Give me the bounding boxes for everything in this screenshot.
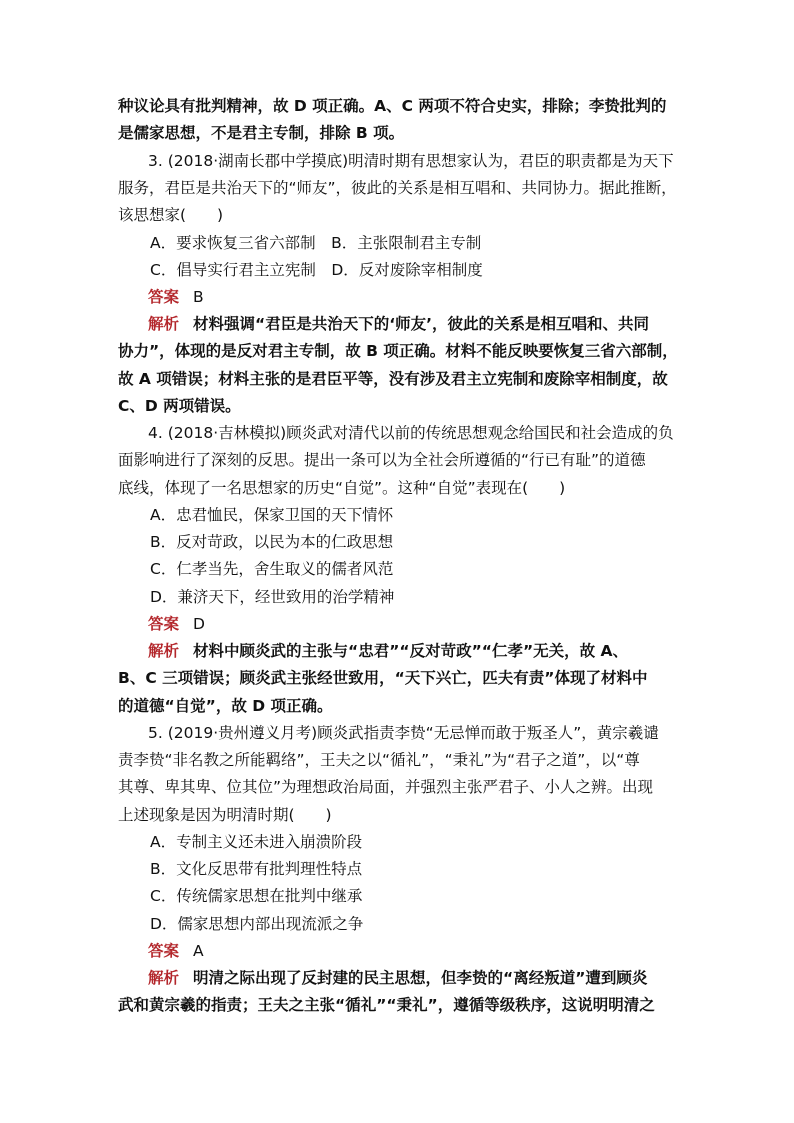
- question-4-option-d: D．兼济天下，经世致用的治学精神: [150, 588, 395, 606]
- question-4-stem: 4. (2018·吉林模拟)顾炎武对清代以前的传统思想观念给国民和社会造成的负: [148, 424, 674, 442]
- question-5-answer: [148, 941, 204, 961]
- question-3-stem: 3. (2018·湖南长郡中学摸底)明清时期有思想家认为，君臣的职责都是为天下: [148, 152, 674, 170]
- question-5-option-a: A．专制主义还未进入崩溃阶段: [150, 833, 363, 851]
- answer-label: 答案: [148, 615, 180, 633]
- question-4-stem: 面影响进行了深刻的反思。提出一条可以为全社会所遵循的“行已有耻”的道德: [118, 451, 646, 469]
- question-5-stem: 其尊、卑其卑、位其位”为理想政治局面，并强烈主张严君子、小人之辨。出现: [118, 778, 654, 796]
- answer-value: A: [193, 942, 204, 960]
- analysis-text: 材料中顾炎武的主张与“忠君”“反对苛政”“仁孝”无关，故 A、: [193, 642, 629, 660]
- question-4-answer: [148, 614, 205, 634]
- question-5-stem: 责李贽“非名教之所能羁络”，王夫之以“循礼”，“秉礼”为“君子之道”，以“尊: [118, 751, 640, 769]
- question-3-options-cd: C．倡导实行君主立宪制 D．反对废除宰相制度: [150, 261, 483, 279]
- question-4-option-a: A．忠君恤民，保家卫国的天下情怀: [150, 506, 394, 524]
- question-5-stem: 上述现象是因为明清时期( ): [118, 806, 332, 824]
- analysis-label: 解析: [148, 642, 180, 660]
- answer-value: D: [193, 615, 205, 633]
- question-5-analysis: [148, 968, 647, 988]
- analysis-text: 明清之际出现了反封建的民主思想，但李贽的“离经叛道”遭到顾炎: [193, 969, 648, 987]
- question-4-analysis: [148, 641, 628, 661]
- analysis-text: 的道德“自觉”，故 D 项正确。: [118, 697, 333, 715]
- answer-label: 答案: [148, 288, 180, 306]
- analysis-text: 故 A 项错误；材料主张的是君臣平等，没有涉及君主立宪制和废除宰相制度，故: [118, 370, 668, 388]
- analysis-text: B、C 三项错误；顾炎武主张经世致用，“天下兴亡，匹夫有责”体现了材料中: [118, 669, 648, 687]
- analysis-label: 解析: [148, 969, 180, 987]
- analysis-label: 解析: [148, 315, 180, 333]
- analysis-text: 材料强调“君臣是共治天下的‘师友’，彼此的关系是相互唱和、共同: [193, 315, 649, 333]
- question-3-answer: [148, 287, 204, 307]
- text-line: 种议论具有批判精神，故 D 项正确。A、C 两项不符合史实，排除；李贽批判的: [118, 97, 667, 115]
- question-3-stem: 该思想家( ): [118, 206, 224, 224]
- question-3-analysis: [148, 314, 649, 334]
- question-3-options-ab: A．要求恢复三省六部制 B．主张限制君主专制: [150, 234, 482, 252]
- question-4-option-b: B．反对苛政，以民为本的仁政思想: [150, 533, 394, 551]
- text-line: 是儒家思想，不是君主专制，排除 B 项。: [118, 124, 405, 142]
- analysis-text: 武和黄宗羲的指责；王夫之主张“循礼”“秉礼”，遵循等级秩序，这说明明清之: [118, 996, 655, 1014]
- question-4-stem: 底线，体现了一名思想家的历史“自觉”。这种“自觉”表现在( ): [118, 479, 566, 497]
- question-4-option-c: C．仁孝当先，舍生取义的儒者风范: [150, 560, 394, 578]
- analysis-text: 协力”，体现的是反对君主专制，故 B 项正确。材料不能反映要恢复三省六部制，: [118, 342, 678, 360]
- analysis-text: C、D 两项错误。: [118, 397, 241, 415]
- question-3-stem: 服务，君臣是共治天下的“师友”，彼此的关系是相互唱和、共同协力。据此推断，: [118, 179, 677, 197]
- answer-label: 答案: [148, 942, 180, 960]
- answer-value: B: [193, 288, 204, 306]
- question-5-option-b: B．文化反思带有批判理性特点: [150, 860, 363, 878]
- question-5-option-d: D．儒家思想内部出现流派之争: [150, 915, 364, 933]
- question-5-option-c: C．传统儒家思想在批判中继承: [150, 887, 363, 905]
- question-5-stem: 5. (2019·贵州遵义月考)顾炎武指责李贽“无忌惮而敢于叛圣人”，黄宗羲谴: [148, 724, 659, 742]
